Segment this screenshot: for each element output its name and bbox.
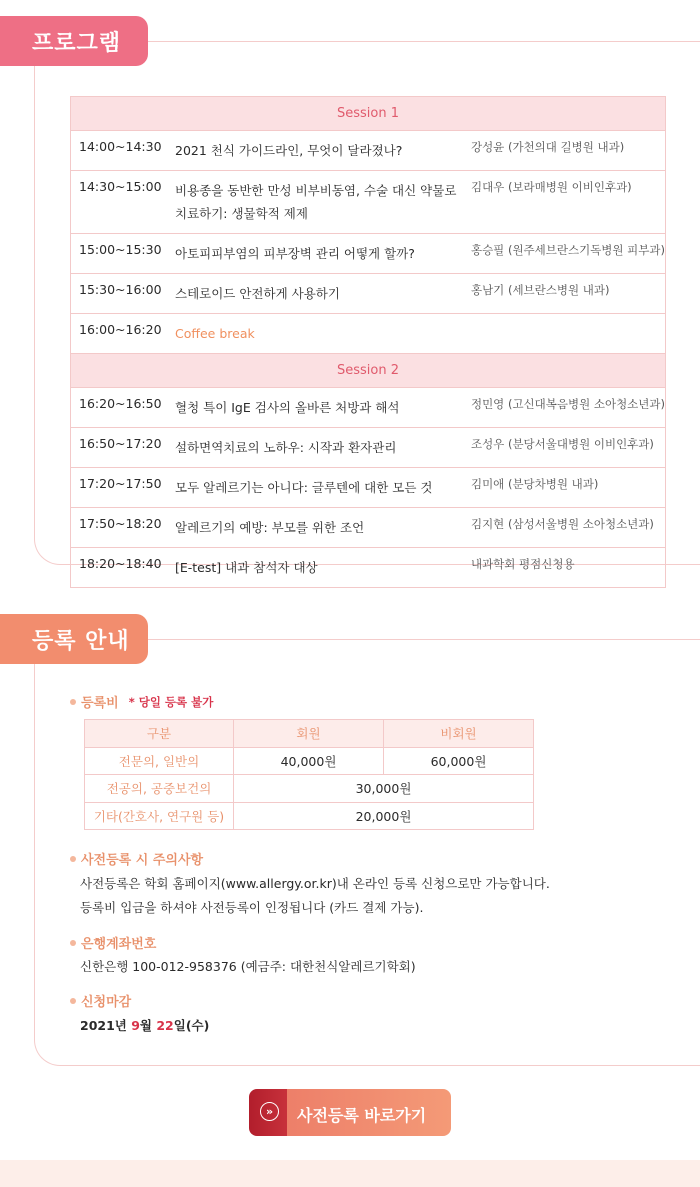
session-header: [71, 354, 666, 388]
bank-title: 은행계좌번호: [81, 937, 157, 952]
table-row: [71, 274, 666, 314]
fee-header-cell: 구분: [85, 720, 234, 748]
notice-heading: [70, 849, 203, 868]
deadline-heading: [70, 991, 131, 1010]
program-table: [70, 96, 666, 588]
deadline-month-unit: 월: [139, 1018, 157, 1033]
fee-header-cell: 회원: [234, 720, 384, 748]
time-cell: 14:00~14:30: [71, 131, 176, 171]
title-cell: 비용종을 동반한 만성 비부비동염, 수술 대신 약물로 치료하기: 생물학적 제제: [175, 171, 471, 234]
fee-category: 전문의, 일반의: [85, 747, 234, 775]
footer-band: [0, 1160, 700, 1187]
table-row: [71, 428, 666, 468]
deadline-month: 9: [131, 1018, 140, 1033]
time-cell: 17:20~17:50: [71, 468, 176, 508]
session-label: Session 1: [71, 97, 666, 131]
deadline-day: 22: [156, 1018, 174, 1033]
title-cell: 설하면역치료의 노하우: 시작과 환자관리: [175, 428, 471, 468]
same-day-note: * 당일 등록 불가: [128, 694, 214, 709]
speaker-cell: 정민영 (고신대복음병원 소아청소년과): [471, 388, 666, 428]
fee-row: [85, 747, 534, 775]
table-row: [71, 314, 666, 354]
bullet-dot-icon: [70, 856, 76, 862]
time-cell: 16:00~16:20: [71, 314, 176, 354]
deadline-day-unit: 일(수): [173, 1018, 210, 1033]
bullet-dot-icon: [70, 940, 76, 946]
bank-line: 신한은행 100-012-958376 (예금주: 대한천식알레르기학회): [80, 959, 416, 974]
notice-line: 사전등록은 학회 홈페이지(www.allergy.or.kr)내 온라인 등록 신청으로만 가능합니다.: [80, 876, 550, 891]
fee-all: 20,000원: [234, 802, 534, 830]
speaker-cell: 홍남기 (세브란스병원 내과): [471, 274, 666, 314]
title-cell: 알레르기의 예방: 부모를 위한 조언: [175, 508, 471, 548]
program-tab-line: [148, 41, 700, 42]
pre-registration-button-label: 사전등록 바로가기: [297, 1106, 427, 1125]
table-row: [71, 548, 666, 588]
pre-registration-button[interactable]: [249, 1089, 451, 1136]
bank-heading: [70, 933, 156, 952]
speaker-cell: 조성우 (분당서울대병원 이비인후과): [471, 428, 666, 468]
registration-tab-label: 등록 안내: [32, 628, 130, 654]
deadline-date: [80, 1016, 209, 1034]
title-cell: 스테로이드 안전하게 사용하기: [175, 274, 471, 314]
table-row: [71, 468, 666, 508]
table-row: [71, 508, 666, 548]
table-row: [71, 388, 666, 428]
speaker-cell: [471, 314, 666, 354]
table-row: [71, 234, 666, 274]
speaker-cell: 강성윤 (가천의대 길병원 내과): [471, 131, 666, 171]
registration-tab-line: [148, 639, 700, 640]
title-cell: 2021 천식 가이드라인, 무엇이 달라졌나?: [175, 131, 471, 171]
program-tab: [0, 16, 148, 66]
double-chevron-right-icon: »: [260, 1102, 279, 1121]
fee-header-cell: 비회원: [384, 720, 534, 748]
fee-all: 30,000원: [234, 775, 534, 803]
speaker-cell: 김대우 (보라매병원 이비인후과): [471, 171, 666, 234]
notice-line: 등록비 입금을 하셔야 사전등록이 인정됩니다 (카드 결제 가능).: [80, 900, 424, 915]
fee-row: [85, 775, 534, 803]
time-cell: 14:30~15:00: [71, 171, 176, 234]
table-row: [71, 131, 666, 171]
deadline-year: 2021년: [80, 1018, 132, 1033]
fee-non-member: 60,000원: [384, 747, 534, 775]
speaker-cell: 김미애 (분당차병원 내과): [471, 468, 666, 508]
speaker-cell: 김지현 (삼성서울병원 소아청소년과): [471, 508, 666, 548]
fee-category: 기타(간호사, 연구원 등): [85, 802, 234, 830]
fee-title: 등록비: [81, 696, 119, 711]
fee-member: 40,000원: [234, 747, 384, 775]
speaker-cell: 홍승필 (원주세브란스기독병원 피부과): [471, 234, 666, 274]
time-cell: 15:30~16:00: [71, 274, 176, 314]
speaker-cell: 내과학회 평점신청용: [471, 548, 666, 588]
time-cell: 17:50~18:20: [71, 508, 176, 548]
title-cell: 혈청 특이 IgE 검사의 올바른 처방과 해석: [175, 388, 471, 428]
fee-header-row: [85, 720, 534, 748]
time-cell: 16:50~17:20: [71, 428, 176, 468]
bullet-dot-icon: [70, 998, 76, 1004]
program-tab-label: 프로그램: [32, 30, 122, 56]
title-cell: 모두 알레르기는 아니다: 글루텐에 대한 모든 것: [175, 468, 471, 508]
deadline-title: 신청마감: [81, 995, 132, 1010]
time-cell: 18:20~18:40: [71, 548, 176, 588]
session-label: Session 2: [71, 354, 666, 388]
fee-table: [84, 719, 534, 830]
coffee-break-cell: Coffee break: [175, 314, 471, 354]
bullet-dot-icon: [70, 699, 76, 705]
registration-tab: [0, 614, 148, 664]
table-row: [71, 171, 666, 234]
title-cell: [E-test] 내과 참석자 대상: [175, 548, 471, 588]
title-cell: 아토피피부염의 피부장벽 관리 어떻게 할까?: [175, 234, 471, 274]
fee-heading: [70, 692, 213, 711]
time-cell: 16:20~16:50: [71, 388, 176, 428]
fee-category: 전공의, 공중보건의: [85, 775, 234, 803]
notice-title: 사전등록 시 주의사항: [81, 853, 204, 868]
fee-row: [85, 802, 534, 830]
session-header: [71, 97, 666, 131]
time-cell: 15:00~15:30: [71, 234, 176, 274]
